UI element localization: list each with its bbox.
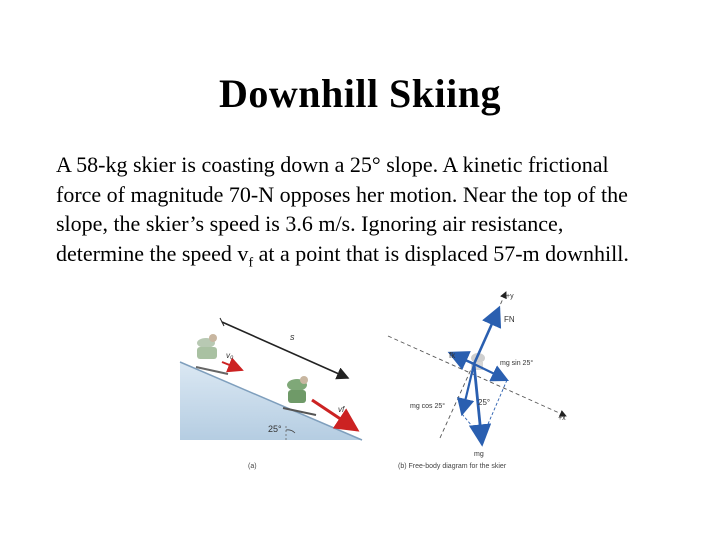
v0-label: v₀: [226, 351, 234, 360]
figure-a-caption: (a): [248, 463, 257, 470]
slide-title: Downhill Skiing: [218, 71, 502, 116]
skier-bottom-icon: [283, 376, 316, 415]
x-axis-label: +x: [558, 415, 566, 422]
angle-label-a: 25°: [268, 424, 282, 434]
v0-arrow: [222, 362, 242, 370]
normal-force-arrow: [474, 308, 499, 364]
figure-a-skier-on-slope: [180, 318, 362, 470]
friction-label: fk: [449, 351, 456, 360]
figure-b-caption: (b) Free-body diagram for the skier: [398, 463, 507, 470]
normal-force-label: FN: [504, 315, 515, 324]
displacement-label: s: [290, 332, 295, 342]
weight-label: mg: [474, 451, 484, 458]
mg-sin-label: mg sin 25°: [500, 360, 534, 367]
problem-line: force of magnitude 70-N opposes her motion. Near the top of the: [56, 181, 628, 207]
problem-line: determine the speed $v_f$ at a point that is displaced 57-m downhill.: [56, 240, 629, 270]
vf-label: vf: [338, 405, 345, 414]
y-axis-label: +y: [506, 293, 514, 300]
skier-top-icon: [196, 334, 228, 374]
mg-cos-label: mg cos 25°: [410, 403, 446, 410]
problem-line: A 58-kg skier is coasting down a 25° slope. A kinetic frictional: [56, 152, 609, 177]
angle-label-b: 25°: [478, 398, 491, 407]
figure-b-free-body-diagram: [388, 292, 566, 470]
problem-line: slope, the skier’s speed is 3.6 m/s. Ignoring air resistance,: [56, 211, 564, 236]
